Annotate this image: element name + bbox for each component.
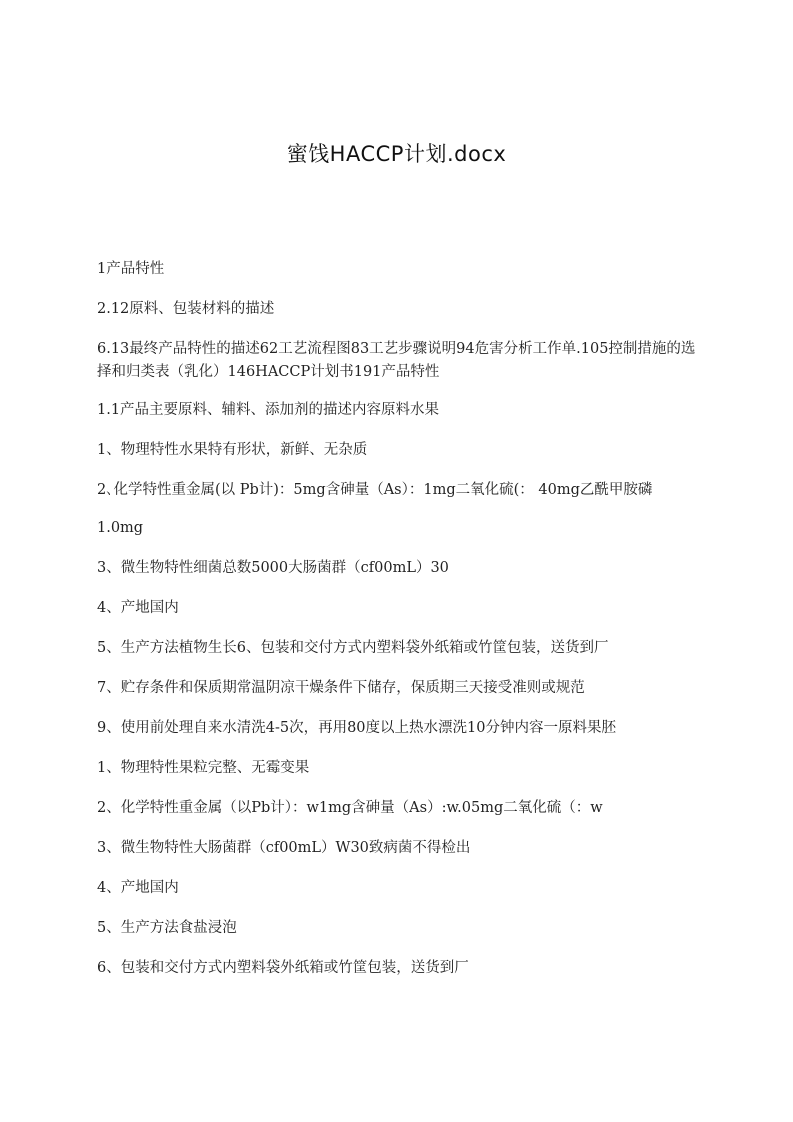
paragraph-main-materials: 1.1产品主要原料、辅料、添加剂的描述内容原料水果 [97, 402, 440, 418]
paragraph-production-method-preserve: 5、生产方法食盐浸泡 [97, 920, 237, 936]
paragraph-raw-material-description: 2.12原料、包装材料的描述 [97, 301, 275, 317]
paragraph-product-characteristics: 1产品特性 [97, 261, 165, 277]
paragraph-physical-properties-fruit: 1、物理特性水果特有形状，新鲜、无杂质 [97, 442, 368, 458]
paragraph-acephate-limit: 1.0mg [97, 520, 144, 536]
paragraph-chemical-properties-preserve: 2、化学特性重金属（以Pb计）：w1mg含砷量（As）:w.05mg二氧化硫（：w [97, 800, 603, 816]
paragraph-table-of-contents: 6.13最终产品特性的描述62工艺流程图83工艺步骤说明94危害分析工作单.105控制措施的选择和归类表（乳化）146HACCP计划书191产品特性 [97, 341, 696, 380]
document-body [97, 258, 697, 997]
paragraph-packaging-delivery: 6、包装和交付方式内塑料袋外纸箱或竹筐包装，送货到厂 [97, 960, 469, 976]
paragraph-origin-fruit: 4、产地国内 [97, 600, 179, 616]
document-title: 蜜饯HACCP计划.docx [286, 142, 507, 166]
paragraph-microbial-properties-fruit: 3、微生物特性细菌总数5000大肠菌群（cf00mL）30 [97, 560, 449, 576]
paragraph-origin-preserve: 4、产地国内 [97, 880, 179, 896]
paragraph-pretreatment: 9、使用前处理自来水清洗4-5次，再用80度以上热水漂洗10分钟内容一原料果胚 [97, 720, 616, 736]
paragraph-storage-conditions: 7、贮存条件和保质期常温阴凉干燥条件下储存，保质期三天接受准则或规范 [97, 680, 585, 696]
paragraph-microbial-properties-preserve: 3、微生物特性大肠菌群（cf00mL）W30致病菌不得检出 [97, 840, 471, 856]
paragraph-physical-properties-preserve: 1、物理特性果粒完整、无霉变果 [97, 760, 310, 776]
paragraph-chemical-properties-fruit: 2､化学特性重金属(以 Pb计)：5mg含砷量（As）：1mg二氧化硫(： 40mg乙酰甲胺磷 [97, 482, 653, 498]
paragraph-production-method-fruit: 5、生产方法植物生长6、包装和交付方式内塑料袋外纸箱或竹筐包装，送货到厂 [97, 640, 609, 656]
